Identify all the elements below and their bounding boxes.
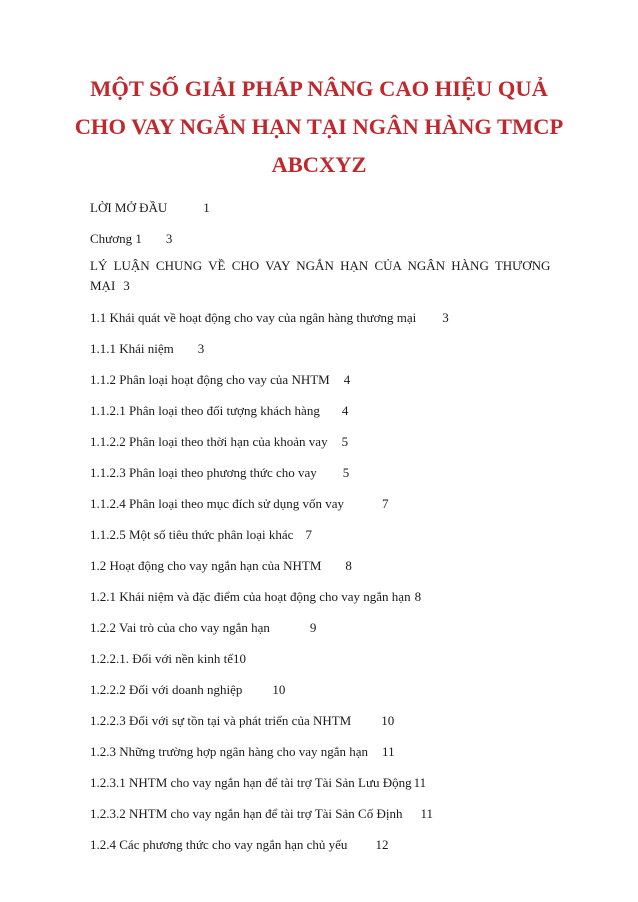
- toc-entry: [90, 395, 560, 426]
- toc-entry-page: 4: [341, 403, 349, 418]
- toc-entry-page: 9: [309, 620, 317, 635]
- title-line-3: ABCXYZ: [271, 152, 367, 177]
- toc-entry-page: 7: [382, 496, 389, 511]
- title-line-2: CHO VAY NGẮN HẠN TẠI NGÂN HÀNG TMCP: [74, 114, 564, 139]
- toc-entry: [90, 705, 560, 736]
- toc-entry-text: 1.2.2.3 Đối với sự tồn tại và phát triển của NHTM: [90, 713, 352, 728]
- toc-entry: [90, 192, 560, 223]
- toc-entry-text: 1.1.2.2 Phân loại theo thời hạn của khoản vay: [90, 434, 328, 449]
- toc-entry-page: 3: [197, 341, 205, 356]
- table-of-contents: [90, 192, 560, 860]
- toc-entry: [90, 612, 560, 643]
- toc-entry-page: 11: [420, 806, 433, 821]
- toc-entry-text: 1.1.2.5 Một số tiêu thức phân loại khác: [90, 527, 294, 542]
- toc-entry-text: 1.2.4 Các phương thức cho vay ngắn hạn chủ yếu: [90, 837, 348, 852]
- toc-entry-text: 1.1.2.3 Phân loại theo phương thức cho vay: [90, 465, 317, 480]
- toc-entry-page: 5: [342, 465, 350, 480]
- toc-entry-text: LÝ LUẬN CHUNG VỀ CHO VAY NGẮN HẠN CỦA NGÂN HÀNG THƯƠNG MẠI: [90, 258, 551, 293]
- toc-entry-text: 1.2.2.2 Đối với doanh nghiệp: [90, 682, 243, 697]
- toc-entry-page: 3: [123, 278, 130, 293]
- toc-entry: [90, 333, 560, 364]
- toc-entry-page: 8: [414, 589, 422, 604]
- toc-entry-text: 1.1 Khái quát về hoạt động cho vay của ngân hàng thương mại: [90, 310, 417, 325]
- toc-entry-page: 8: [345, 558, 352, 573]
- toc-entry: [90, 736, 560, 767]
- toc-entry-text: 1.2 Hoạt động cho vay ngắn hạn của NHTM: [90, 558, 322, 573]
- toc-entry: [90, 519, 560, 550]
- toc-entry-page: 3: [165, 231, 173, 246]
- toc-entry: [90, 674, 560, 705]
- toc-entry: [90, 643, 560, 674]
- toc-entry: [90, 254, 560, 302]
- toc-entry-text: 1.2.3 Những trường hợp ngân hàng cho vay ngắn hạn: [90, 744, 369, 759]
- toc-entry-text: 1.1.1 Khái niệm: [90, 341, 174, 356]
- toc-entry: [90, 767, 560, 798]
- toc-entry-page: 10: [272, 682, 286, 697]
- toc-entry: [90, 488, 560, 519]
- title-line-1: MỘT SỐ GIẢI PHÁP NÂNG CAO HIỆU QUẢ: [90, 76, 548, 101]
- toc-entry: [90, 581, 560, 612]
- document-title: [60, 70, 578, 184]
- toc-entry-page: 4: [343, 372, 351, 387]
- toc-entry-page: 7: [305, 527, 312, 542]
- toc-entry-text: 1.1.2.1 Phân loại theo đối tượng khách hàng: [90, 403, 320, 418]
- toc-entry: [90, 457, 560, 488]
- toc-entry-text: Chương 1: [90, 231, 142, 246]
- toc-entry-text: 1.1.2.4 Phân loại theo mục đích sử dụng vốn vay: [90, 496, 345, 511]
- toc-entry: [90, 364, 560, 395]
- toc-entry-text: 1.1.2 Phân loại hoạt động cho vay của NHTM: [90, 372, 330, 387]
- toc-entry-text: 1.2.1 Khái niệm và đặc điểm của hoạt động cho vay ngắn hạn: [90, 589, 411, 604]
- toc-entry: [90, 550, 560, 581]
- toc-entry-page: 3: [442, 310, 449, 325]
- toc-entry-text: 1.2.3.1 NHTM cho vay ngắn hạn để tài trợ Tài Sản Lưu Động: [90, 775, 412, 790]
- toc-entry: [90, 223, 560, 254]
- toc-entry: [90, 302, 560, 333]
- toc-entry-page: 12: [375, 837, 389, 852]
- toc-entry: [90, 426, 560, 457]
- toc-entry-page: 10: [233, 651, 246, 666]
- toc-entry-text: LỜI MỞ ĐẦU: [90, 200, 168, 215]
- toc-entry: [90, 798, 560, 829]
- toc-entry-text: 1.2.2 Vai trò của cho vay ngắn hạn: [90, 620, 270, 635]
- toc-entry-page: 10: [381, 713, 395, 728]
- toc-entry-page: 1: [203, 200, 210, 215]
- toc-entry: [90, 829, 560, 860]
- toc-entry-page: 11: [382, 744, 395, 759]
- toc-entry-page: 11: [413, 775, 427, 790]
- toc-entry-text: 1.2.3.2 NHTM cho vay ngắn hạn để tài trợ Tài Sản Cố Định: [90, 806, 403, 821]
- toc-entry-page: 5: [341, 434, 349, 449]
- toc-entry-text: 1.2.2.1. Đối với nền kinh tế: [90, 651, 233, 666]
